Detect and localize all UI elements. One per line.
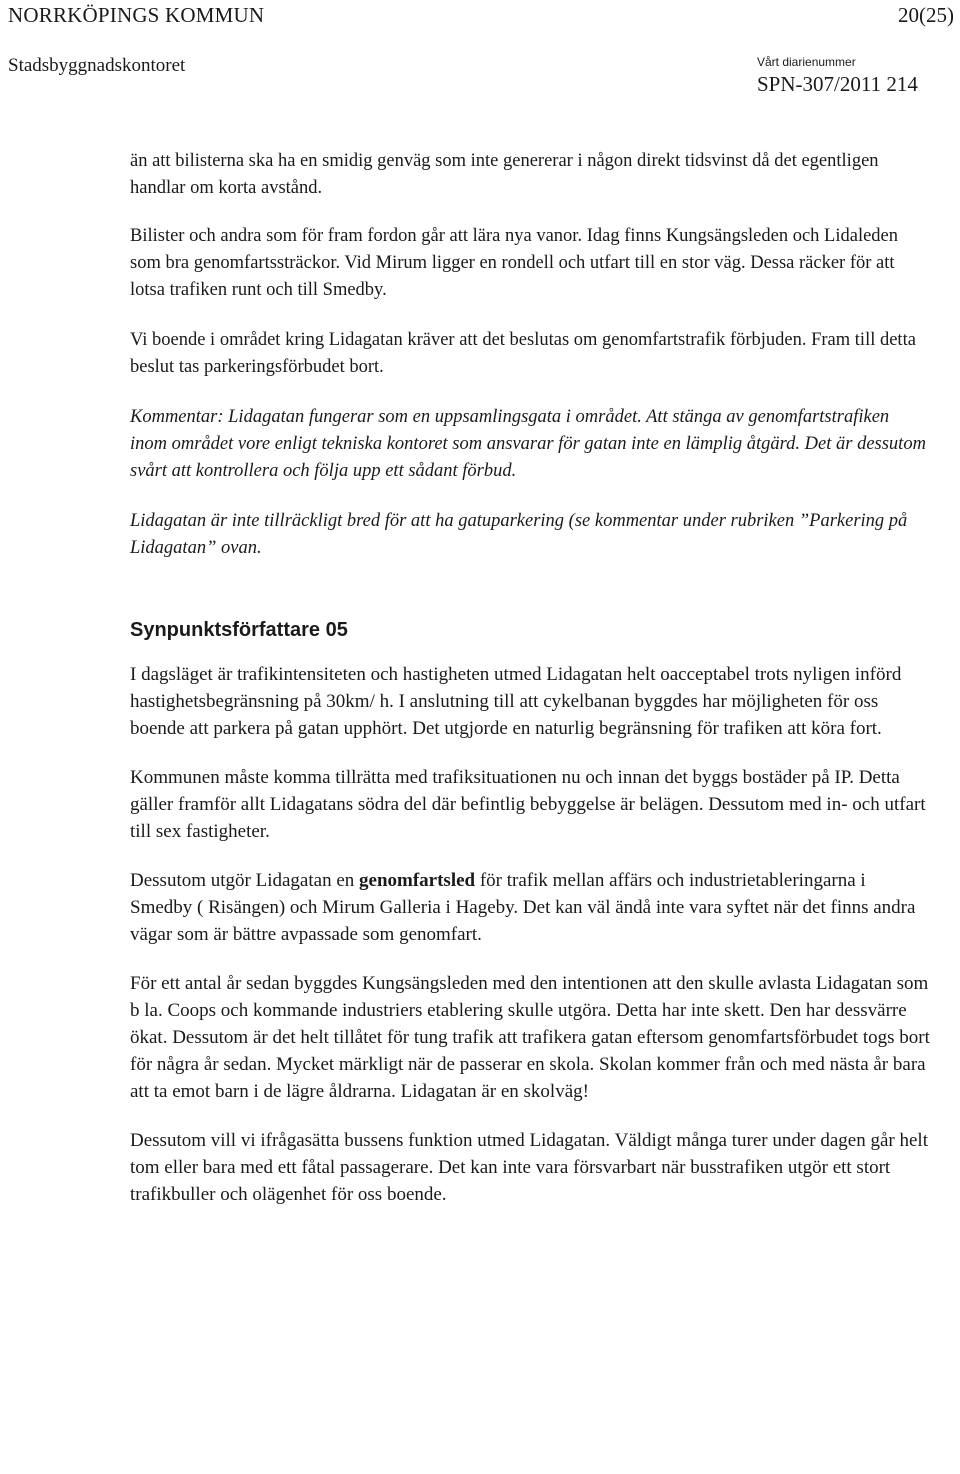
comment-paragraph: Kommentar: Lidagatan fungerar som en uppsamlingsgata i området. Att stänga av genomfartstrafiken inom området vore enligt tekniska kontoret som ansvarar för gatan inte en lämplig åtgärd. Det är dessutom svårt att kontrollera och följa upp ett sådant förbud.	[130, 407, 926, 481]
diarie-number: SPN-307/2011 214	[757, 72, 918, 96]
comment-paragraph: Lidagatan är inte tillräckligt bred för att ha gatuparkering (se kommentar under rubriken ”Parkering på Lidagatan” ovan.	[130, 511, 908, 558]
paragraph: För ett antal år sedan byggdes Kungsängsleden med den intentionen att den skulle avlasta Lidagatan som b la. Coops och kommande industriers etablering skulle utgöra. Detta har inte skett. Den har dessvärre ökat. Dessutom är det helt tillåtet för tung trafik att trafikera gatan eftersom genomfartsförbudet togs bort för några år sedan. Mycket märkligt när de passerar en skola. Skolan kommer från och med nästa år bara att ta emot barn i de lägre åldrarna. Lidagatan är en skolväg!	[130, 973, 930, 1102]
paragraph: Kommunen måste komma tillrätta med trafiksituationen nu och innan det byggs bostäder på IP. Detta gäller framför allt Lidagatans södra del där befintlig bebyggelse är belägen. Dessutom med in- och utfart till sex fastigheter.	[130, 767, 926, 842]
page-number: 20(25)	[898, 3, 954, 27]
paragraph-text: Dessutom utgör Lidagatan en	[130, 870, 360, 891]
page-header	[0, 0, 960, 100]
emphasis-text: genomfartsled	[359, 870, 476, 891]
paragraph: I dagsläget är trafikintensiteten och hastigheten utmed Lidagatan helt oacceptabel trots nyligen införd hastighetsbegränsning på 30km/ h. I anslutning till att cykelbanan byggdes har möjligheten för oss boende att parkera på gatan upphört. Det utgjorde en naturlig begränsning för trafiken att köra fort.	[130, 664, 902, 739]
paragraph: än att bilisterna ska ha en smidig genväg som inte genererar i någon direkt tidsvinst då det egentligen handlar om korta avstånd.	[130, 151, 879, 198]
diarie-label: Vårt diarienummer	[757, 55, 856, 69]
paragraph: Dessutom vill vi ifrågasätta bussens funktion utmed Lidagatan. Väldigt många turer under dagen går helt tom eller bara med ett fåtal passagerare. Det kan inte vara försvarbart när busstrafiken utgör ett stort trafikbuller och olägenhet för oss boende.	[130, 1130, 928, 1205]
section-heading: Synpunktsförfattare 05	[130, 619, 348, 641]
paragraph	[130, 867, 930, 948]
paragraph-text: för trafik mellan affärs och industrietableringarna i Smedby ( Risängen) och Mirum Galleria i Hageby. Det kan väl ändå inte vara syftet när det finns andra vägar som är bättre avpassade som genomfart.	[130, 870, 916, 945]
organization-name: NORRKÖPINGS KOMMUN	[8, 3, 265, 27]
paragraph: Bilister och andra som för fram fordon går att lära nya vanor. Idag finns Kungsängsleden och Lidaleden som bra genomfartssträckor. Vid Mirum ligger en rondell och utfart till en stor väg. Dessa räcker för att lotsa trafiken runt och till Smedby.	[130, 226, 899, 300]
document-body	[130, 148, 930, 1208]
department-name: Stadsbyggnadskontoret	[8, 55, 186, 76]
paragraph: Vi boende i området kring Lidagatan kräver att det beslutas om genomfartstrafik förbjuden. Fram till detta beslut tas parkeringsförbudet bort.	[130, 330, 916, 377]
